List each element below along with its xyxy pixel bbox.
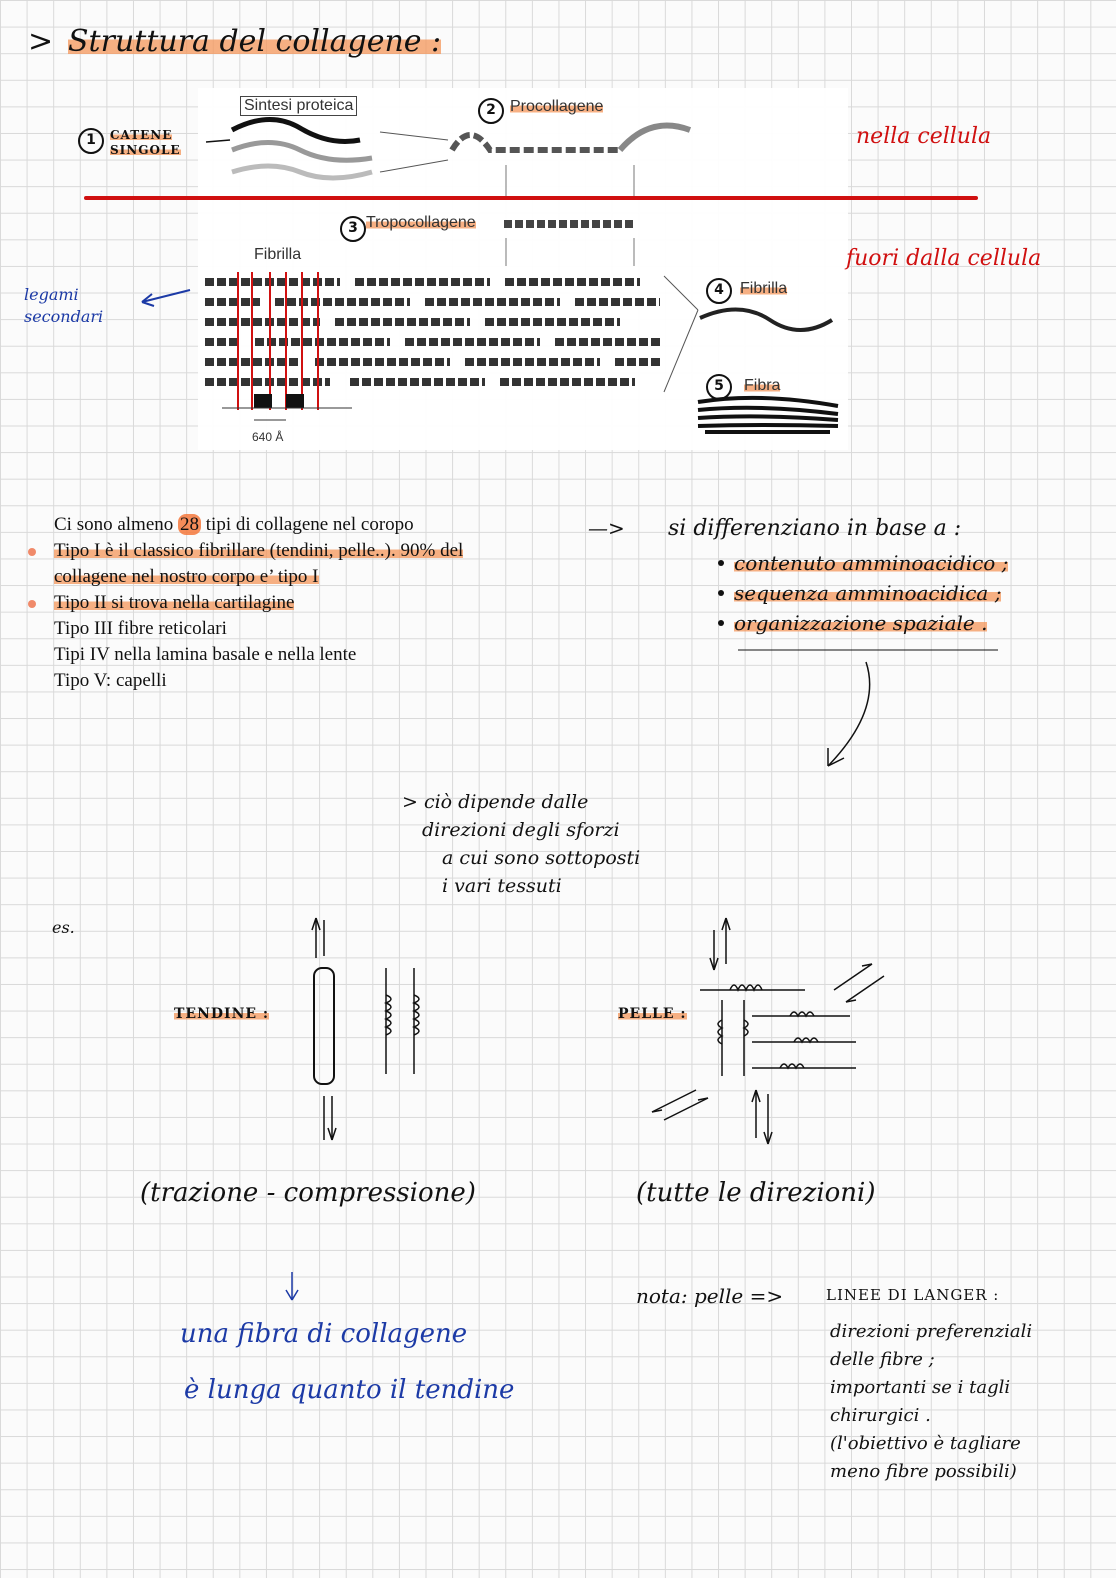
depends-block [402,788,640,900]
blue-note [180,1306,514,1418]
types-count: 28 [180,514,200,535]
langer-line-1: direzioni preferenziali [830,1321,1033,1342]
annotation-fuori-cellula: fuori dalla cellula [846,246,1042,271]
procollagen-end [620,126,690,151]
blue-note-line-2: è lunga quanto il tendine [184,1375,515,1405]
fibrilla-header-label: Fibrilla [254,246,302,263]
langer-line-6: meno fibre possibili) [830,1461,1017,1482]
step-3 [340,216,366,242]
pelle-label: PELLE : [618,1006,687,1022]
type-4-row: Tipi IV nella lamina basale e nella lente [54,644,357,665]
depends-line-2: direzioni degli sforzi [422,819,620,841]
step-2-number: 2 [478,98,504,124]
step-5 [706,374,732,400]
sintesi-label: Sintesi proteica [240,96,357,116]
scale-label: 640 Å [252,430,284,444]
langer-line-2: delle fibre ; [830,1349,935,1370]
step-2 [478,98,504,124]
depends-line-4: i vari tessuti [442,875,562,897]
step-3-number: 3 [340,216,366,242]
step-5-label: Fibra [744,377,781,394]
nota-prefix: nota: pelle => [636,1284,784,1308]
difference-item-3: organizzazione spaziale . [716,608,1008,638]
depends-line-3: a cui sono sottoposti [442,847,641,869]
title-bullet: > [28,24,54,59]
collagen-types-list [28,512,548,694]
differences-arrow: —> [588,516,625,540]
fibril-molecules [205,282,660,382]
difference-item-2: sequenza amminoacidica ; [716,578,1008,608]
difference-item-1: contenuto amminoacidico ; [716,548,1008,578]
chain-2 [232,143,372,161]
langer-line-4: chirurgici . [830,1405,931,1426]
connector-1 [380,132,448,140]
procollagen-helix [452,135,620,150]
annotation-legami: legami secondari [24,285,104,326]
step-4 [706,278,732,304]
langer-line-3: importanti se i tagli [830,1377,1011,1398]
step-1 [78,128,104,154]
tendine-caption: (trazione - compressione) [140,1178,476,1208]
page-title-text: Struttura del collagene : [68,24,442,59]
langer-title: LINEE DI LANGER : [826,1286,1000,1304]
fibril-shape [700,309,832,330]
blue-note-line-1: una fibra di collagene [180,1319,468,1349]
differences-list [716,548,1008,638]
connector-2 [380,160,448,172]
chain-1 [232,119,360,141]
type-1-row: Tipo I è il classico fibrillare (tendini, pelle..). 90% del [28,538,548,564]
langer-notes [830,1318,1070,1486]
intro-row: Ci sono almeno 28 tipi di collagene nel coropo [54,514,414,535]
step-5-number: 5 [706,374,732,400]
tendon-cylinder [314,968,334,1084]
langer-line-5: (l'obiettivo è tagliare [830,1433,1021,1454]
pelle-caption: (tutte le direzioni) [636,1178,876,1208]
type-2-row: Tipo II si trova nella cartilagine [28,590,548,616]
step-3-label: Tropocollagene [366,214,476,231]
chain-3 [232,166,372,178]
type-5-row: Tipo V: capelli [54,670,167,691]
type-3-row: Tipo III fibre reticolari [54,618,227,639]
differences-intro: si differenziano in base a : [668,516,962,541]
step-4-label: Fibrilla [740,280,788,297]
annotation-nella-cellula: nella cellula [856,124,992,149]
tendine-label: TENDINE : [174,1006,270,1022]
fiber-shape [698,398,838,432]
step-1-label: CATENE SINGOLE [110,128,181,157]
step-4-number: 4 [706,278,732,304]
es-label: es. [52,918,75,937]
depends-line-1: > ciò dipende dalle [402,791,589,813]
step-1-number: 1 [78,128,104,154]
type-1-row-cont: collagene nel nostro corpo e’ tipo I [54,566,319,587]
step-2-label: Procollagene [510,98,604,115]
